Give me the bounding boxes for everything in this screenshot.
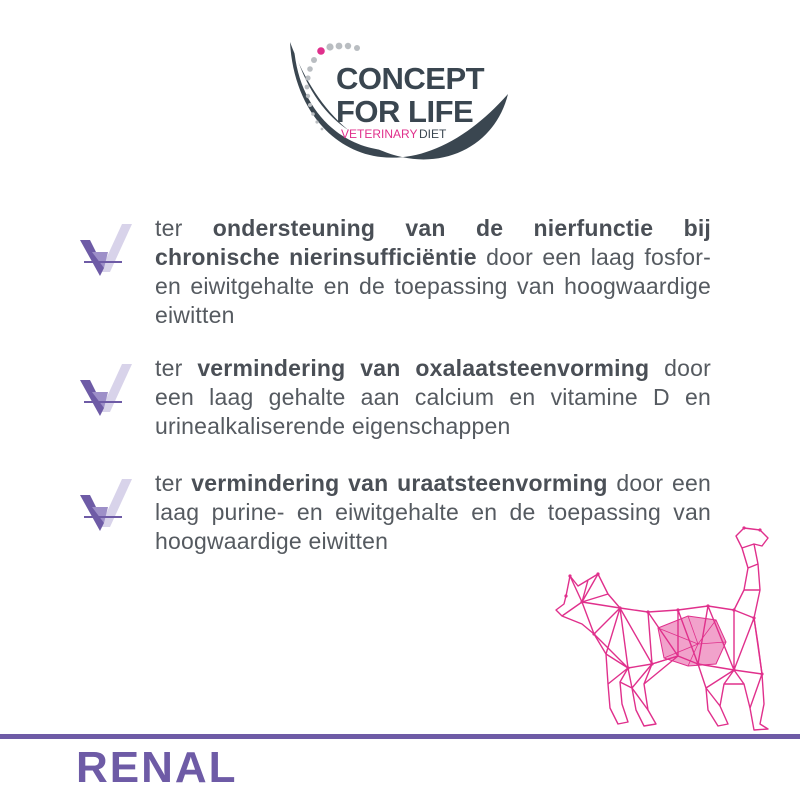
benefit-highlight: ondersteuning van de nierfunctie bij chronische nierinsufficiëntie: [155, 215, 712, 270]
product-name: RENAL: [76, 743, 238, 792]
check-v-icon: [78, 222, 134, 278]
benefit-post: door een laag purine- en eiwitgehalte en de toepassing van hoogwaardige eiwitten: [155, 470, 711, 554]
benefit-text: [155, 354, 711, 441]
brand-logo: [286, 34, 516, 194]
benefit-pre: ter: [155, 215, 213, 241]
benefit-item: [72, 354, 722, 469]
benefit-post: door een laag gehalte aan calcium en vitamine D en urinealkaliserende eigenschappen: [155, 355, 711, 439]
benefit-pre: ter: [155, 470, 192, 496]
logo-line2: FOR LIFE: [336, 94, 474, 129]
benefit-text: [155, 214, 711, 330]
cat-illustration: [548, 524, 800, 734]
benefit-highlight: vermindering van uraatsteenvorming: [191, 470, 608, 496]
logo-sub1: VETERINARY: [341, 127, 418, 141]
check-v-icon: [78, 477, 134, 533]
benefit-list: [72, 214, 722, 569]
benefit-item: [72, 214, 722, 354]
logo-sub2: DIET: [419, 127, 447, 141]
check-v-icon: [78, 362, 134, 418]
benefit-highlight: vermindering van oxalaatsteenvorming: [197, 355, 650, 381]
logo-line1: CONCEPT: [336, 61, 485, 96]
logo-graphic: [286, 34, 516, 194]
benefit-post: door een laag fosfor- en eiwitgehalte en de toepassing van hoogwaardige eiwitten: [155, 244, 711, 328]
divider-line: [0, 734, 800, 739]
benefit-pre: ter: [155, 355, 198, 381]
